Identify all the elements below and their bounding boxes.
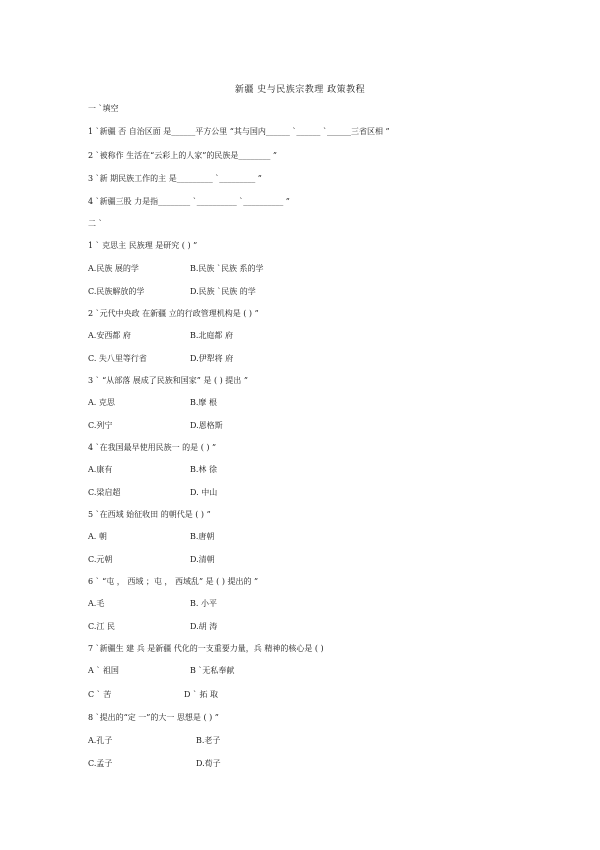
- option-2b: B.北庭都 府: [190, 331, 233, 340]
- question-stem-7: 7 `新疆生 建 兵 是新疆 代化的一支重要力量，兵 精神的核心是 ( ): [88, 644, 324, 653]
- option-3a: A. 克思: [88, 398, 115, 407]
- question-stem-8: 8 `提出的“定 一”的大一 思想是 ( ) ”: [88, 713, 219, 722]
- option-4c: C.梁启超: [88, 488, 121, 497]
- option-8a: A.孔子: [88, 736, 113, 745]
- option-7c: C ` 苦: [88, 690, 112, 699]
- option-3b: B.摩 根: [190, 398, 217, 407]
- option-2d: D.伊犁将 府: [190, 354, 234, 363]
- option-8d: D.荀子: [196, 759, 221, 768]
- option-1a: A.民族 展的学: [88, 264, 139, 273]
- option-1d: D.民族 `民族 的学: [190, 287, 256, 296]
- question-stem-4: 4 `在我国最早使用民族一 的是 ( ) ”: [88, 443, 217, 452]
- fill-in-item-2: 2 `被称作 生活在“云彩上的人家”的民族是________ ”: [88, 151, 277, 160]
- option-5a: A. 朝: [88, 532, 107, 541]
- option-5c: C.元朝: [88, 555, 113, 564]
- option-3c: C.列宁: [88, 421, 113, 430]
- option-4d: D. 中山: [190, 488, 218, 497]
- option-2a: A.安西都 府: [88, 331, 131, 340]
- section-heading-choice: 二 `: [88, 219, 103, 228]
- question-stem-6: 6 ` “屯 ， 西域 ；屯 ， 西域乱” 是 ( ) 提出的 ”: [88, 577, 259, 586]
- option-6c: C.江 民: [88, 622, 115, 631]
- question-stem-2: 2 `元代中央政 在新疆 立的行政管理机构是 ( ) ”: [88, 309, 259, 318]
- option-6d: D.胡 涛: [190, 622, 218, 631]
- option-8c: C.孟子: [88, 759, 113, 768]
- option-7d: D ` 拓 取: [184, 690, 219, 699]
- option-3d: D.恩格斯: [190, 421, 223, 430]
- option-6a: A.毛: [88, 599, 105, 608]
- option-4a: A.康有: [88, 465, 113, 474]
- question-stem-3: 3 ` “从部落 展成了民族和国家” 是 ( ) 提出 ”: [88, 376, 248, 385]
- fill-in-item-1: 1 `新疆 否 自治区面 是______平方公里 “其与国内______ `______ `______三省区相 ”: [88, 127, 390, 136]
- fill-in-item-4: 4 `新疆三股 力是指________ `__________ `__________ ”: [88, 197, 290, 206]
- option-7b: B `无私奉献: [190, 666, 235, 675]
- option-4b: B.林 徐: [190, 465, 217, 474]
- question-stem-1: 1 ` 克思主 民族理 是研究 ( ) ”: [88, 241, 198, 250]
- option-1c: C.民族解放的学: [88, 287, 145, 296]
- option-6b: B. 小平: [190, 599, 217, 608]
- question-stem-5: 5 `在西域 始征收田 的朝代是 ( ) ”: [88, 510, 211, 519]
- option-5b: B.唐朝: [190, 532, 215, 541]
- section-heading-fill-in: 一 `填空: [88, 104, 119, 113]
- document-title: 新疆 史与民族宗教理 政策教程: [234, 85, 366, 95]
- option-8b: B.老子: [196, 736, 221, 745]
- option-2c: C. 失八里等行省: [88, 354, 147, 363]
- option-5d: D.清朝: [190, 555, 215, 564]
- fill-in-item-3: 3 `新 期民族工作的主 是_________ `_________ ”: [88, 174, 262, 183]
- option-7a: A ` 祖国: [88, 666, 119, 675]
- option-1b: B.民族 `民族 系的学: [190, 264, 264, 273]
